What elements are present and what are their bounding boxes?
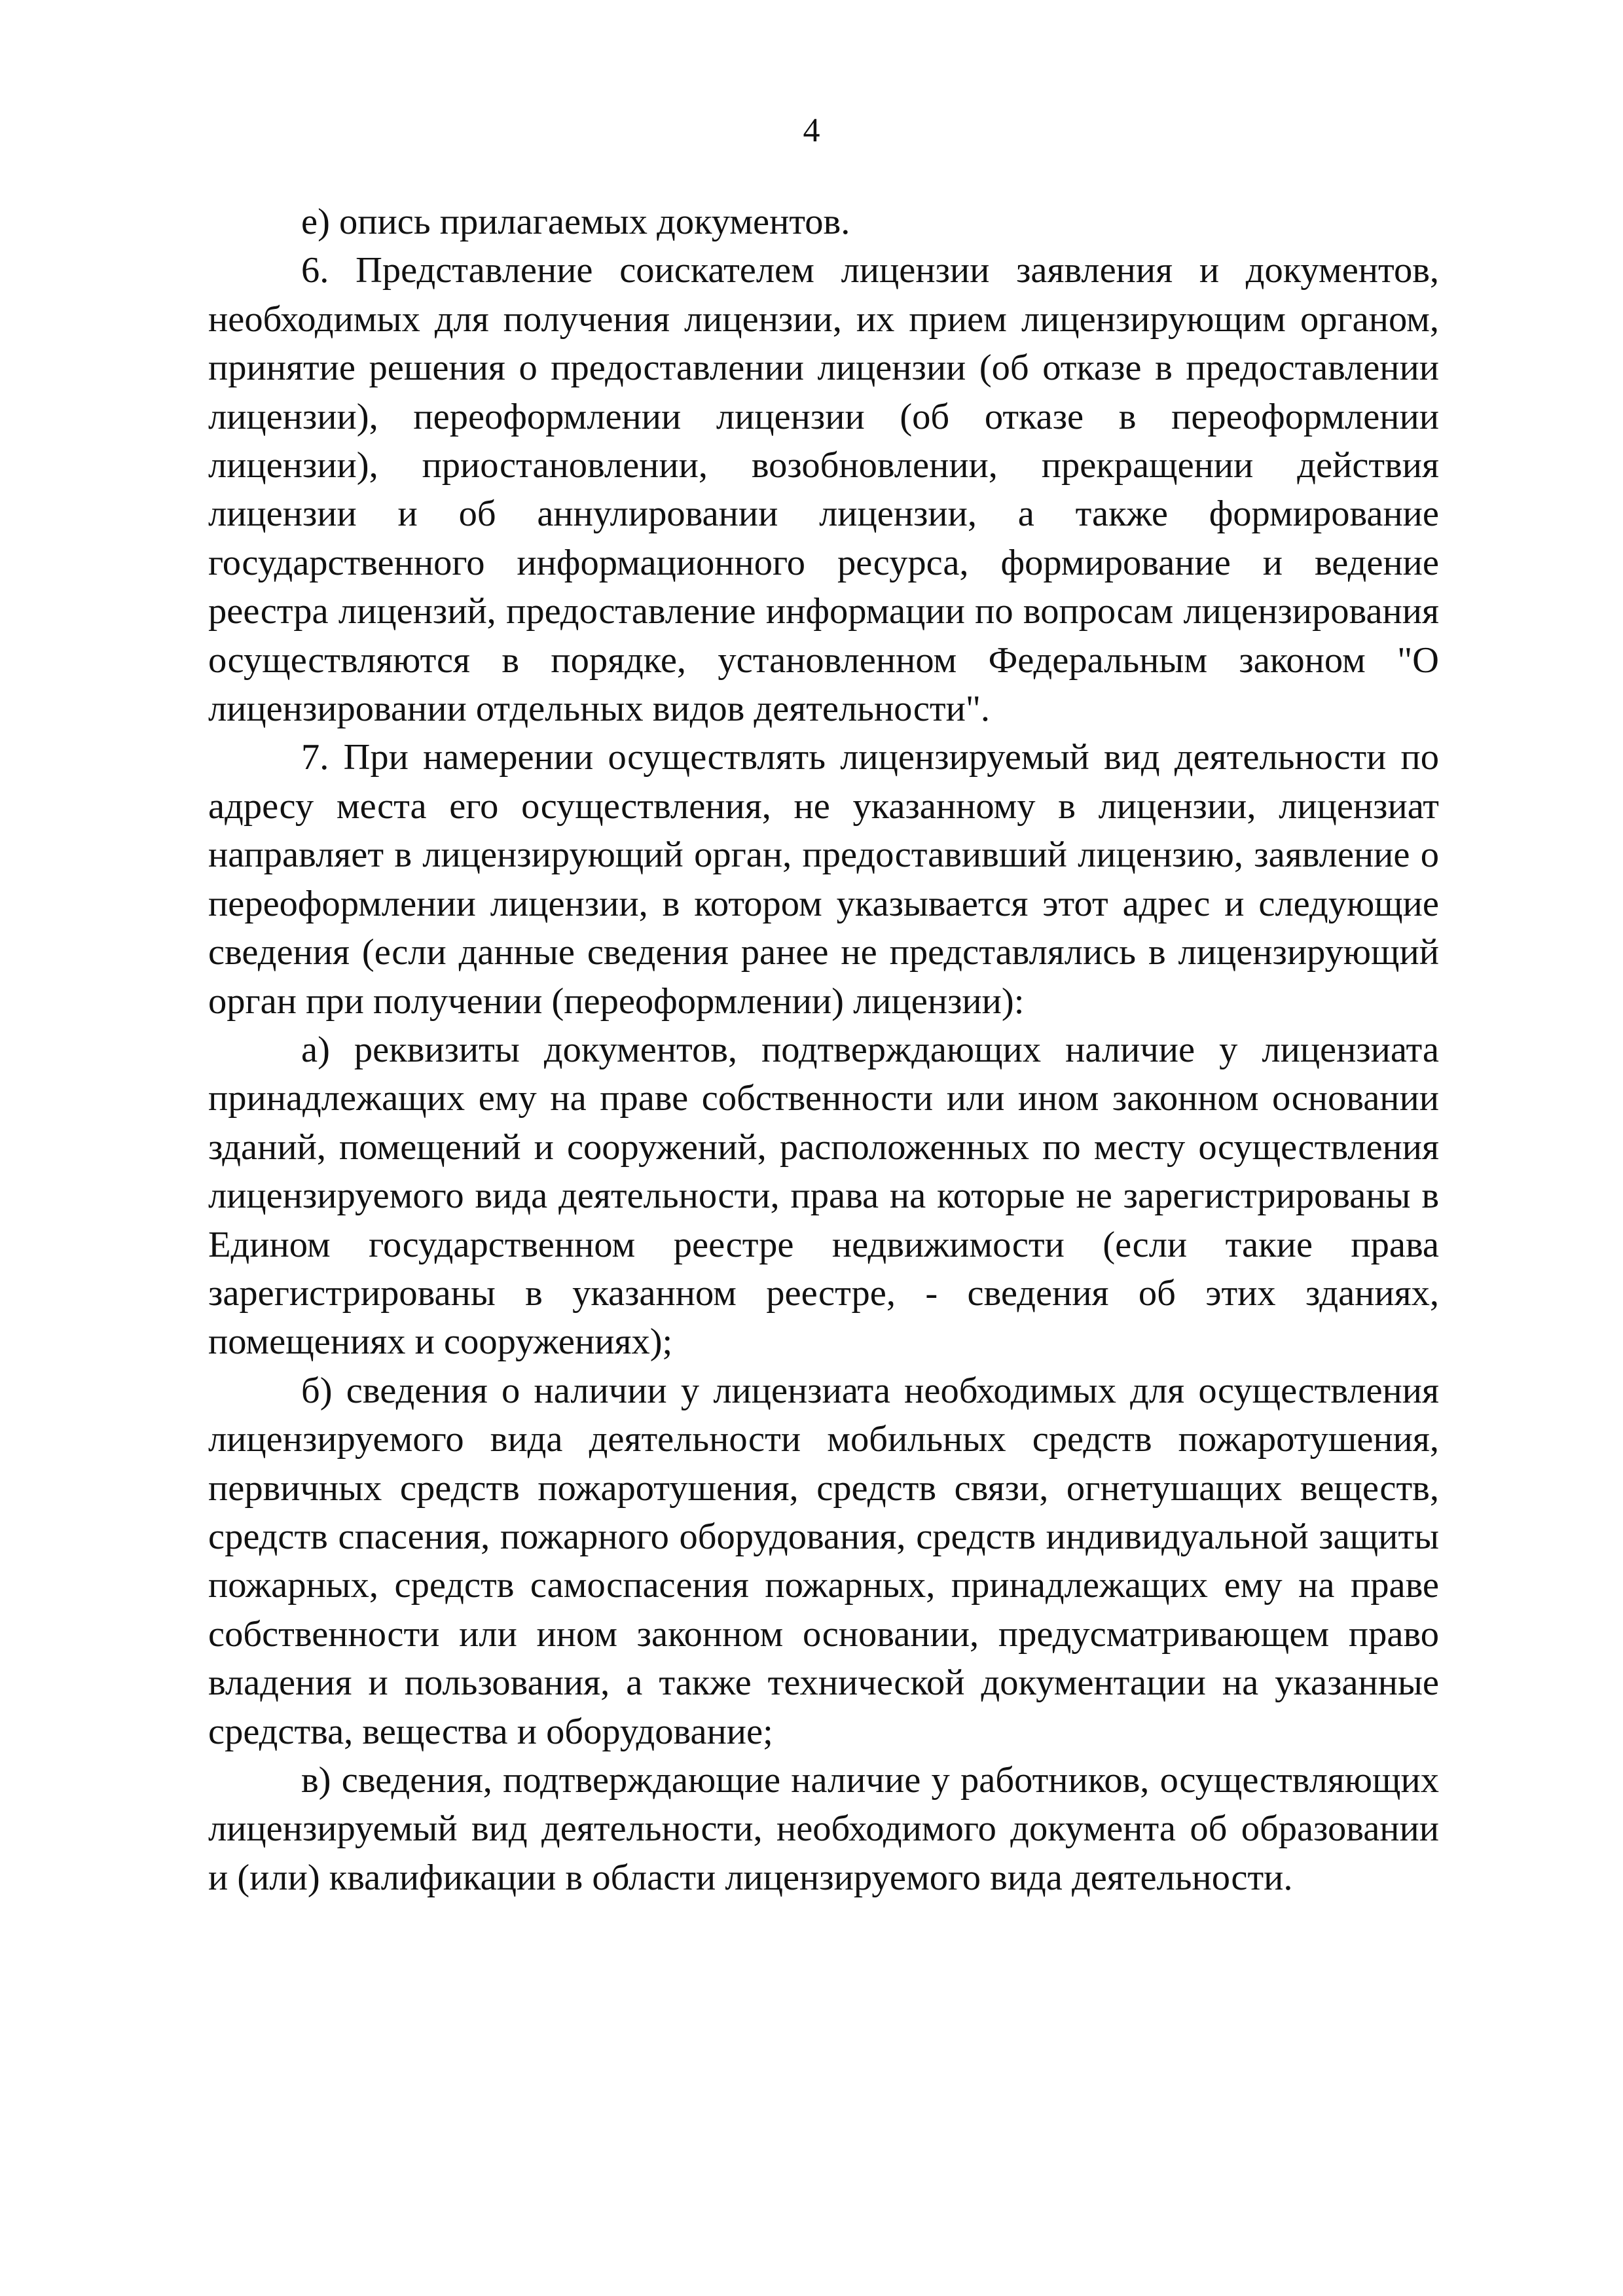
- paragraph-7v-staff-qualification: в) сведения, подтверждающие наличие у работников, осуществляющих лицензируемый вид деятельности, необходимого документа об образовании и (или) квалификации в области лицензируемого вида деятельности.: [208, 1760, 1439, 1898]
- paragraph-6-licensing-procedure: 6. Представление соискателем лицензии заявления и документов, необходимых для получения лицензии, их прием лицензирующим органом, принятие решения о предоставлении лицензии (об отказе в предоставлении лицензии), переоформлении лицензии (об отказе в переоформлении лицензии), приостановлении, возобновлении, прекращении действия лицензии и об аннулировании лицензии, а также формирование государственного информационного ресурса, формирование и ведение реестра лицензий, предоставление информации по вопросам лицензирования осуществляются в порядке, установленном Федеральным законом "О лицензировании отдельных видов деятельности".: [208, 250, 1439, 730]
- page-number: 4: [803, 112, 820, 149]
- document-body: [208, 198, 1439, 1902]
- paragraph-7b-firefighting-means: б) сведения о наличии у лицензиата необходимых для осуществления лицензируемого вида деятельности мобильных средств пожаротушения, первичных средств пожаротушения, средств связи, огнетушащих веществ, средств спасения, пожарного оборудования, средств индивидуальной защиты пожарных, средств самоспасения пожарных, принадлежащих ему на праве собственности или ином законном основании, предусматривающем право владения и пользования, а также технической документации на указанные средства, вещества и оборудование;: [208, 1370, 1439, 1752]
- paragraph-7a-property-documents: а) реквизиты документов, подтверждающих наличие у лицензиата принадлежащих ему на праве собственности или ином законном основании зданий, помещений и сооружений, расположенных по месту осуществления лицензируемого вида деятельности, права на которые не зарегистрированы в Едином государственном реестре недвижимости (если такие права зарегистрированы в указанном реестре, - сведения об этих зданиях, помещениях и сооружениях);: [208, 1029, 1439, 1363]
- paragraph-7-new-address: 7. При намерении осуществлять лицензируемый вид деятельности по адресу места его осуществления, не указанному в лицензии, лицензиат направляет в лицензирующий орган, предоставивший лицензию, заявление о переоформлении лицензии, в котором указывается этот адрес и следующие сведения (если данные сведения ранее не представлялись в лицензирующий орган при получении (переоформлении) лицензии):: [208, 737, 1439, 1022]
- paragraph-e-inventory: е) опись прилагаемых документов.: [301, 202, 850, 242]
